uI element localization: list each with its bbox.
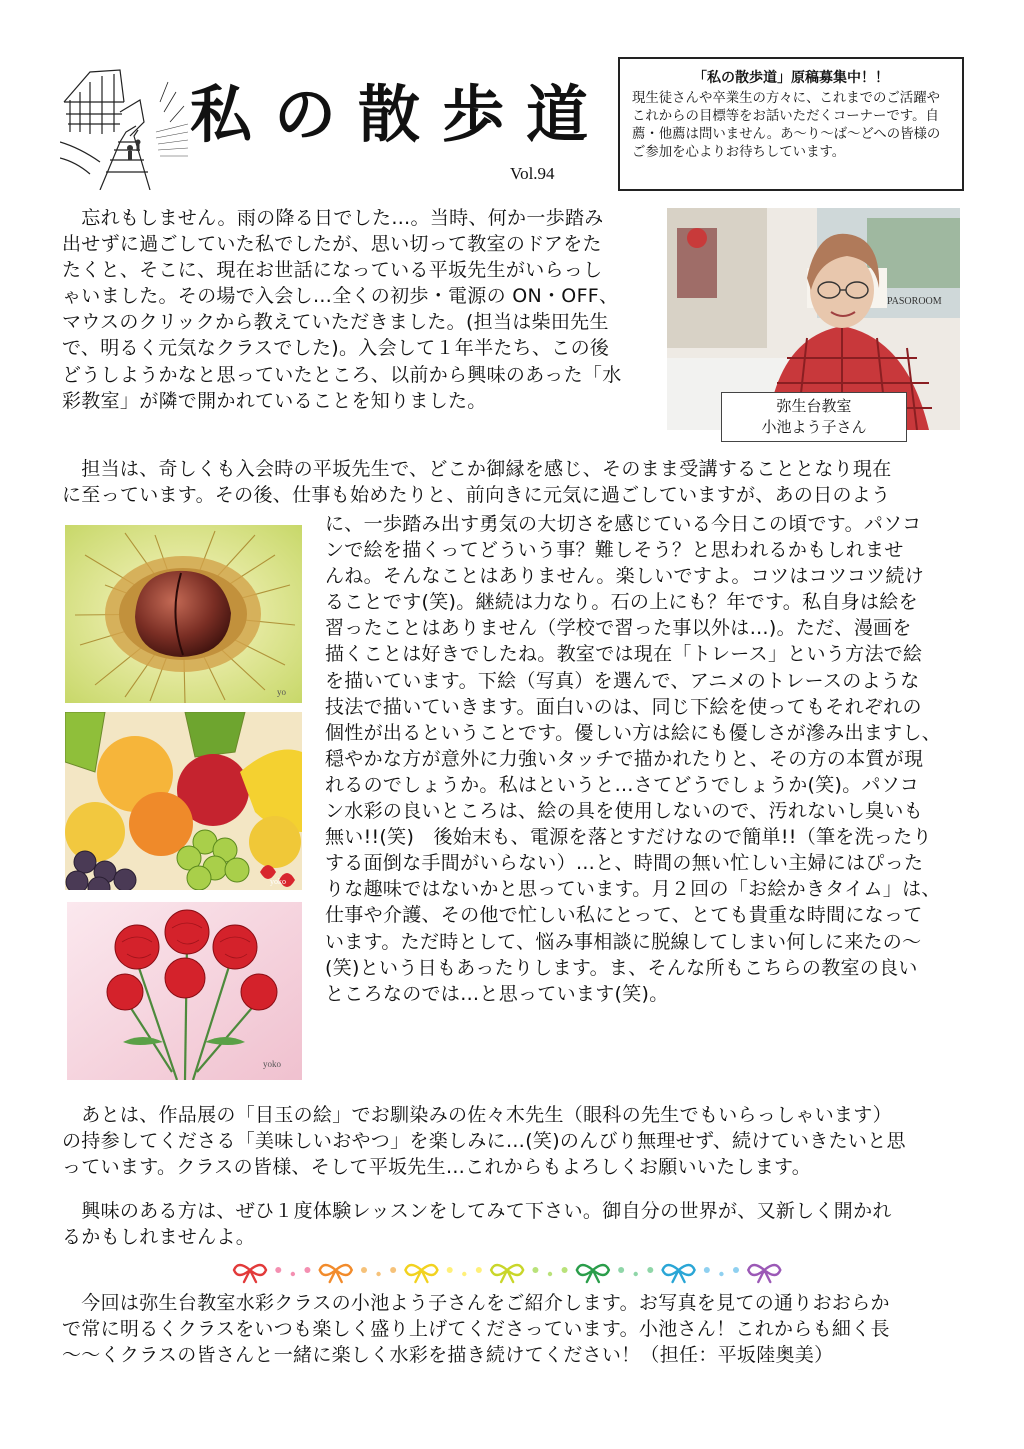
callout-body: 現生徒さんや卒業生の方々に、これまでのご活躍やこれからの目標等をお話いただくコーナーです。自薦・他薦は問いません。あ～り～ば～どへの皆様のご参加を心よりお待ちしています。 (632, 91, 941, 160)
text-line: ンで絵を描くってどういう事？難しそう？と思われるかもしれませ (325, 539, 904, 562)
text-line: 今回は弥生台教室水彩クラスの小池よう子さんをご紹介します。お写真を見ての通りおおらか (62, 1292, 890, 1314)
ribbon-bow-icon (491, 1265, 523, 1282)
divider-dot (548, 1272, 552, 1276)
ribbon-bow-icon (320, 1265, 352, 1282)
text-line: たくと、そこに、現在お世話になっている平坂先生がいらっし (62, 259, 603, 282)
text-line: んね。そんなことはありません。楽しいですよ。コツはコツコツ続け (325, 565, 925, 588)
carnation-painting (67, 902, 302, 1080)
ribbon-divider (230, 1258, 830, 1286)
chestnut-signature: yo (277, 687, 286, 697)
text-line: マウスのクリックから教えていただきました。(担当は柴田先生 (62, 311, 609, 334)
divider-dot (390, 1267, 396, 1273)
text-line: する面倒な手間がいらない）…と、時間の無い忙しい主婦にはぴった (325, 852, 924, 875)
text-line: に至っています。その後、仕事も始めたりと、前向きに元気に過ごしていますが、あの日のよう (62, 484, 891, 507)
text-line: っています。クラスの皆様、そして平坂先生…これからもよろしくお願いいたします。 (62, 1156, 812, 1179)
paragraph-intro (62, 205, 662, 414)
text-line: 無い!!(笑) 後始末も、電源を落とすだけなので簡単!!（筆を洗ったり (325, 826, 932, 849)
text-line: ることです(笑)。継続は力なり。石の上にも？年です。私自身は絵を (325, 591, 918, 614)
text-line: 彩教室」が隣で開かれていることを知りました。 (62, 389, 487, 412)
submission-callout-box (618, 57, 964, 191)
divider-dot (462, 1272, 466, 1276)
divider-dot (704, 1267, 710, 1273)
text-line: (笑)という日もあったりします。ま、そんな所もこちらの教室の良い (325, 956, 918, 979)
fruit-painting (65, 712, 302, 890)
divider-dot (634, 1272, 638, 1276)
caption-classroom: 弥生台教室 (776, 397, 852, 415)
divider-dot (476, 1267, 482, 1273)
chestnut-painting (65, 525, 302, 703)
text-line: 習ったことはありません（学校で習った事以外は…)。ただ、漫画を (325, 617, 912, 640)
caption-person-name: 小池よう子さん (761, 418, 867, 436)
divider-dot (719, 1272, 723, 1276)
text-line: 興味のある方は、ぜひ１度体験レッスンをしてみて下さい。御自分の世界が、又新しく開かれ (62, 1200, 892, 1222)
divider-dot (618, 1267, 624, 1273)
text-line: 担当は、奇しくも入会時の平坂先生で、どこか御縁を感じ、そのまま受講することとなり現在 (62, 458, 892, 480)
text-line: で常に明るくクラスをいつも楽しく盛り上げてくださっています。小池さん！これからも細く長 (62, 1318, 890, 1341)
carnation-signature: yoko (263, 1059, 281, 1069)
text-line: 穏やかな方が意外に力強いタッチで描かれたりと、その方の本質が現 (325, 747, 924, 770)
text-line: 描くことは好きでしたね。教室では現在「トレース」という方法で絵 (325, 643, 923, 666)
text-line: ～～くクラスの皆さんと一緒に楽しく水彩を描き続けてください！（担任：平坂陸奥美） (62, 1344, 834, 1367)
text-line: います。ただ時として、悩み事相談に脱線してしまい何しに来たの～ (325, 930, 922, 953)
text-line: 仕事や介護、その他で忙しい私にとって、とても貴重な時間になって (325, 904, 923, 927)
text-line: あとは、作品展の「目玉の絵」でお馴染みの佐々木先生（眼科の先生でもいらっしゃいます） (62, 1104, 892, 1126)
text-line: るかもしれませんよ。 (62, 1226, 256, 1249)
divider-dot (275, 1267, 281, 1273)
paragraph-classmates (62, 1102, 962, 1180)
divider-dot (304, 1267, 310, 1273)
text-line: 個性が出るということです。優しい方は絵にも優しさが滲み出ますし、 (325, 721, 942, 744)
text-line: を描いています。下絵（写真）を選んで、アニメのトレースのような (325, 669, 920, 692)
ribbon-bow-icon (748, 1265, 780, 1282)
paragraph-invitation (62, 1198, 962, 1250)
photo-sign-text: PASOROOM (887, 296, 942, 307)
paragraph-teacher (62, 456, 962, 508)
paragraph-teacher-comment (62, 1290, 962, 1368)
text-line: れるのでしょうか。私はというと…さてどうでしょうか(笑)。パソコ (325, 773, 920, 796)
divider-dot (361, 1267, 367, 1273)
divider-dot (647, 1267, 653, 1273)
divider-dot (376, 1272, 380, 1276)
ribbon-bow-icon (405, 1265, 437, 1282)
divider-dot (733, 1267, 739, 1273)
photo-caption (721, 392, 907, 442)
ribbon-bow-icon (577, 1265, 609, 1282)
text-line: 忘れもしません。雨の降る日でした…。当時、何か一歩踏み (62, 207, 604, 229)
text-line: ゃいました。その場で入会し…全くの初歩・電源の ON・OFF、 (62, 285, 619, 308)
divider-dot (532, 1267, 538, 1273)
paragraph-watercolor (325, 511, 965, 1007)
text-line: ところなのでは…と思っています(笑)。 (325, 982, 669, 1005)
text-line: ン水彩の良いところは、絵の具を使用しないので、汚れないし臭いも (325, 800, 923, 823)
text-line: 技法で描いていきます。面白いのは、同じ下絵を使ってもそれぞれの (325, 695, 922, 718)
text-line: の持参してくださる「美味しいおやつ」を楽しみに…(笑)のんびり無理せず、続けていきたいと思 (62, 1130, 906, 1153)
divider-dot (291, 1272, 295, 1276)
page-title: 私の散歩道 (190, 78, 611, 151)
text-line: に、一歩踏み出す勇気の大切さを感じている今日この頃です。パソコ (325, 513, 922, 535)
text-line: 出せずに過ごしていた私でしたが、思い切って教室のドアをた (62, 233, 602, 256)
ribbon-bow-icon (234, 1265, 266, 1282)
fruit-signature: yoko (270, 877, 286, 886)
header-sketch-illustration (60, 62, 188, 190)
divider-dot (447, 1267, 453, 1273)
text-line: どうしようかなと思っていたところ、以前から興味のあった「水 (62, 363, 622, 386)
divider-dot (562, 1267, 568, 1273)
text-line: りな趣味ではないかと思っています。月２回の「お絵かきタイム」は、 (325, 878, 941, 901)
volume-number: Vol.94 (510, 164, 555, 183)
ribbon-bow-icon (663, 1265, 695, 1282)
text-line: で、明るく元気なクラスでした)。入会して１年半たち、この後 (62, 337, 610, 360)
callout-title: 「私の散歩道」原稿募集中！！ (693, 70, 889, 86)
